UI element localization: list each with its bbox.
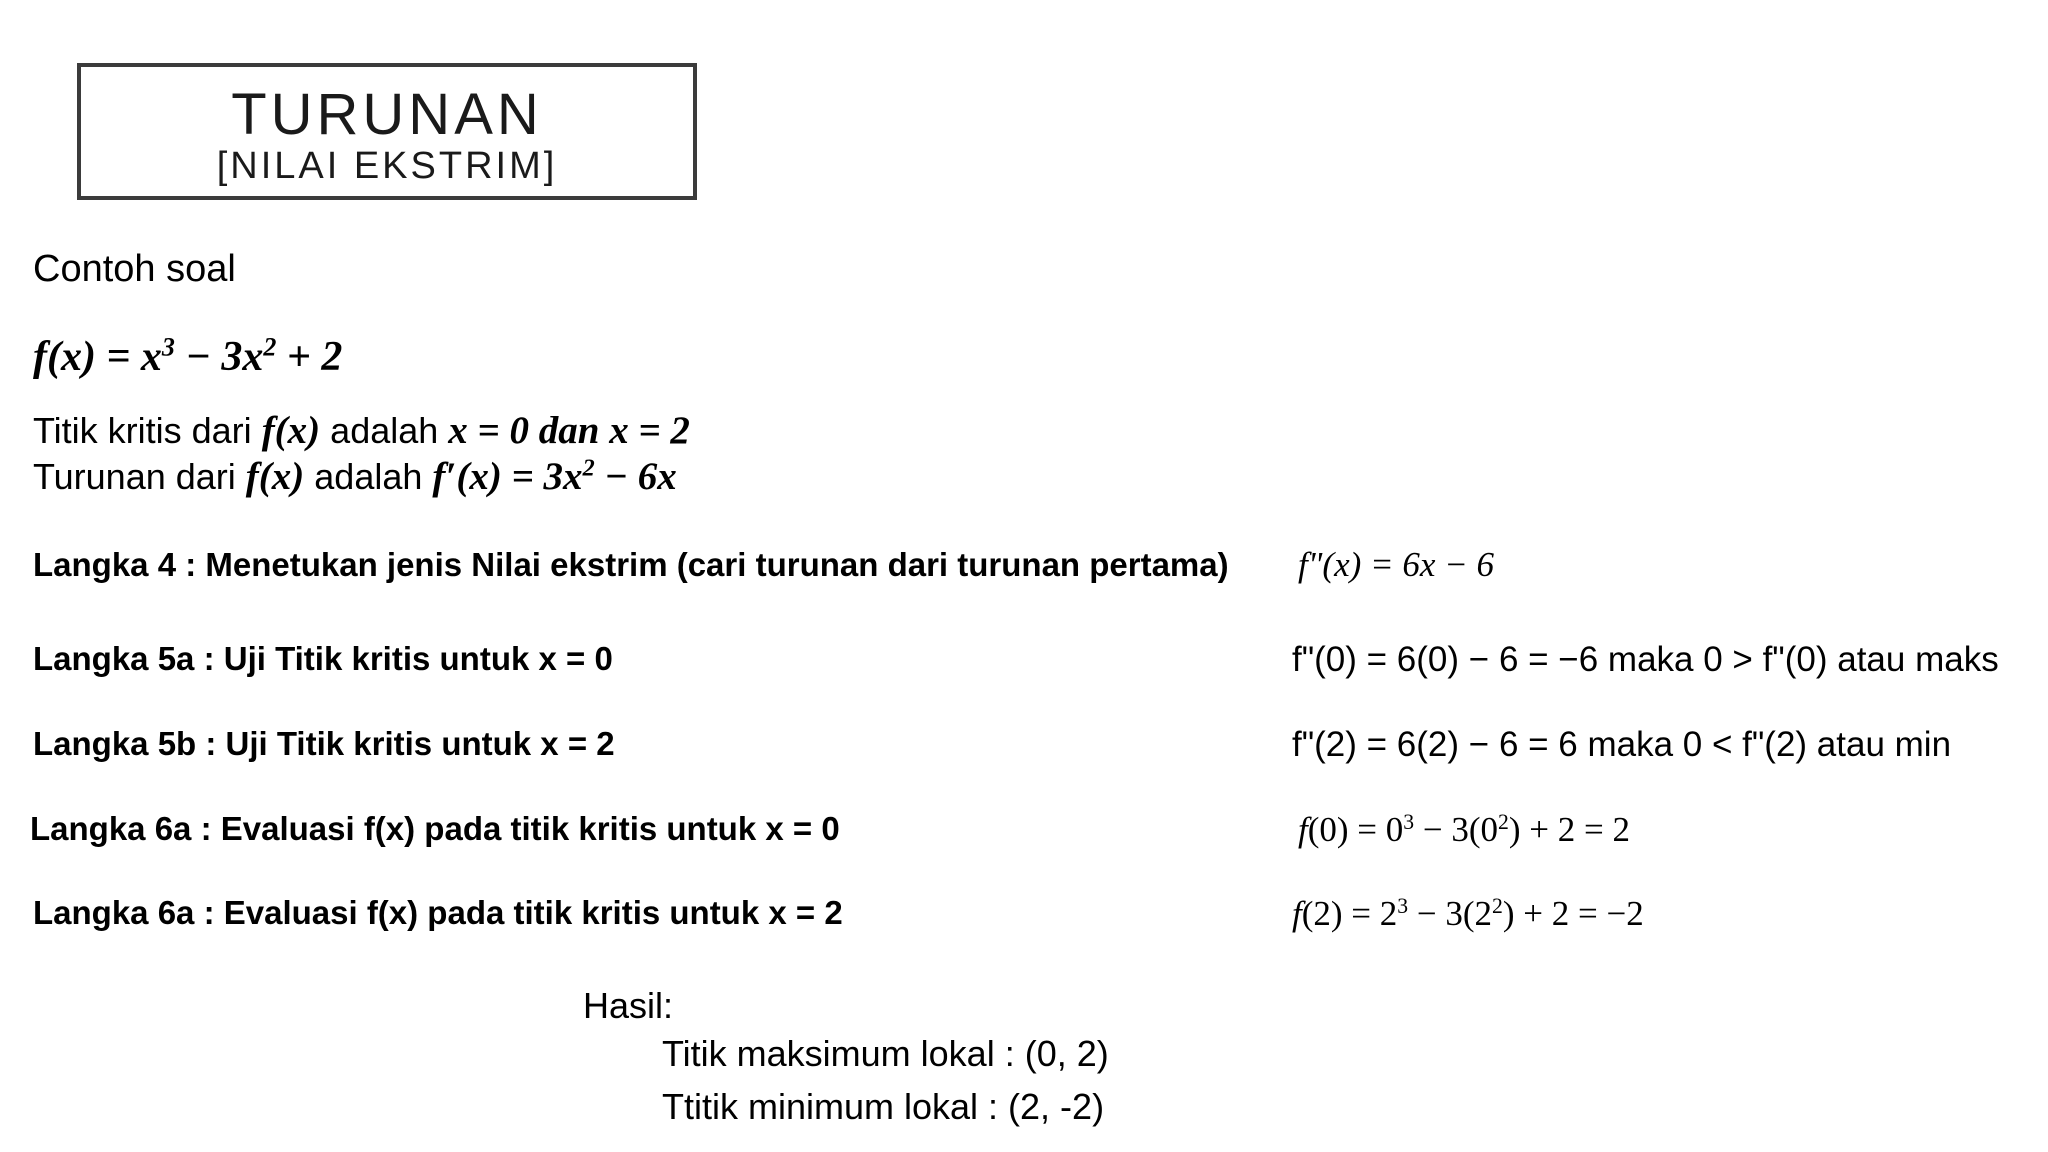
derivative-fx: f(x): [245, 455, 305, 498]
critical-fx: f(x): [261, 409, 321, 452]
derivative-value: $f'(x) = 3x^2 - 6x$: [432, 454, 677, 498]
critical-middle: adalah: [330, 410, 439, 451]
critical-value: x = 0 dan x = 2: [448, 409, 690, 452]
critical-points-line: [33, 408, 690, 453]
step-5a-label: Langka 5a : Uji Titik kritis untuk x = 0: [33, 640, 613, 677]
hasil-label: Hasil:: [583, 985, 674, 1026]
step-5b-result: f"(2) = 6(2) − 6 = 6 maka 0 < f"(2) atau min: [1292, 725, 1952, 764]
local-maximum: Titik maksimum lokal : (0, 2): [662, 1033, 1109, 1074]
critical-prefix: Titik kritis dari: [33, 410, 252, 451]
derivative-middle: adalah: [314, 456, 423, 497]
step-4-result: f"(x) = 6x − 6: [1298, 545, 1495, 584]
intro-label: Contoh soal: [33, 248, 236, 290]
step-6a-x0-result: $f(0) = 0^3 - 3(0^2) + 2 = 2$: [1298, 810, 1631, 849]
derivative-line: [33, 454, 677, 499]
local-minimum: Ttitik minimum lokal : (2, -2): [662, 1086, 1105, 1127]
page-title: TURUNAN: [231, 82, 543, 147]
step-5a-result: f"(0) = 6(0) − 6 = −6 maka 0 > f"(0) atau maks: [1292, 640, 1999, 679]
title-box: [77, 63, 697, 200]
step-4-label: Langka 4 : Menetukan jenis Nilai ekstrim (cari turunan dari turunan pertama): [33, 546, 1229, 583]
step-6a-x2-result: $f(2) = 2^3 - 3(2^2) + 2 = -2$: [1292, 894, 1644, 933]
page-subtitle: [NILAI EKSTRIM]: [216, 145, 558, 187]
function-definition: $f(x) = x^3 - 3x^2 + 2$: [33, 332, 343, 380]
step-5b-label: Langka 5b : Uji Titik kritis untuk x = 2: [33, 725, 615, 762]
derivative-prefix: Turunan dari: [33, 456, 236, 497]
step-6a-x0-label: Langka 6a : Evaluasi f(x) pada titik kritis untuk x = 0: [30, 810, 840, 847]
step-6a-x2-label: Langka 6a : Evaluasi f(x) pada titik kritis untuk x = 2: [33, 894, 843, 931]
